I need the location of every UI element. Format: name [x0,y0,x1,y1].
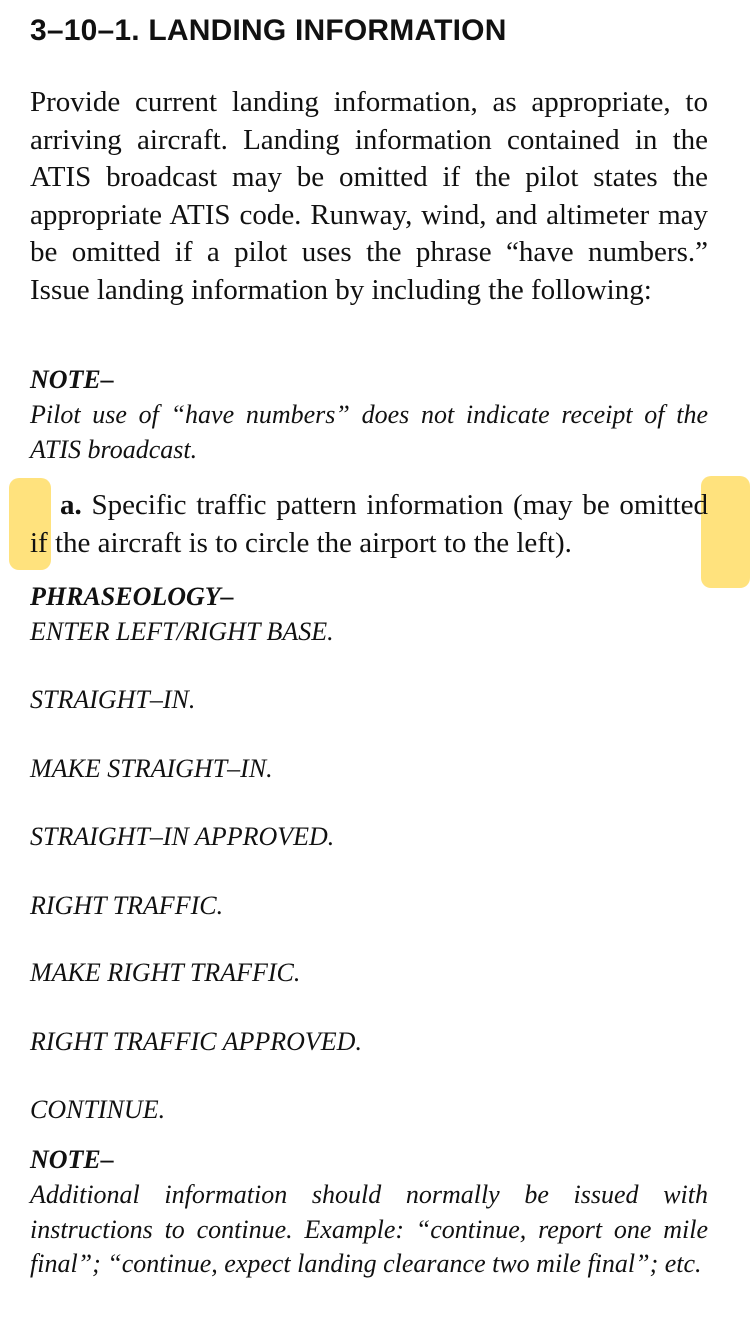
note-label: NOTE– [30,1145,114,1174]
phrase-item: CONTINUE. [30,1095,166,1124]
phraseology-label: PHRASEOLOGY– [30,582,234,611]
item-a-text: Specific traffic pattern information (may be omitted if the aircraft is to circle the airport to the left). [30,489,709,559]
phrase-item: MAKE RIGHT TRAFFIC. [30,958,301,987]
highlight-mark-right [701,476,750,588]
item-a-letter: a. [60,489,82,521]
item-a-paragraph [30,486,708,562]
phrase-item: ENTER LEFT/RIGHT BASE. [30,617,334,646]
phrase-item: MAKE STRAIGHT–IN. [30,754,273,783]
note-label: NOTE– [30,365,114,394]
note-text: Additional information should normally be issued with instructions to continue. Example: “continue, report one mile final”; “continue, expect landing clearance two mile final”; etc. [30,1180,708,1278]
section-body-paragraph: Provide current landing information, as appropriate, to arriving aircraft. Landing information contained in the ATIS broadcast may be omitted if the pilot states the appropriate ATIS code. Runway, wind, and altimeter may be omitted if a pilot uses the phrase “have numbers.” Issue landing information by including the following: [30,86,708,306]
phrase-item: RIGHT TRAFFIC. [30,891,224,920]
section-heading: 3–10–1. LANDING INFORMATION [30,14,507,47]
phrase-item: RIGHT TRAFFIC APPROVED. [30,1027,362,1056]
note-text: Pilot use of “have numbers” does not indicate receipt of the ATIS broadcast. [30,400,708,464]
phrase-item: STRAIGHT–IN. [30,685,196,714]
phrase-item: STRAIGHT–IN APPROVED. [30,822,335,851]
